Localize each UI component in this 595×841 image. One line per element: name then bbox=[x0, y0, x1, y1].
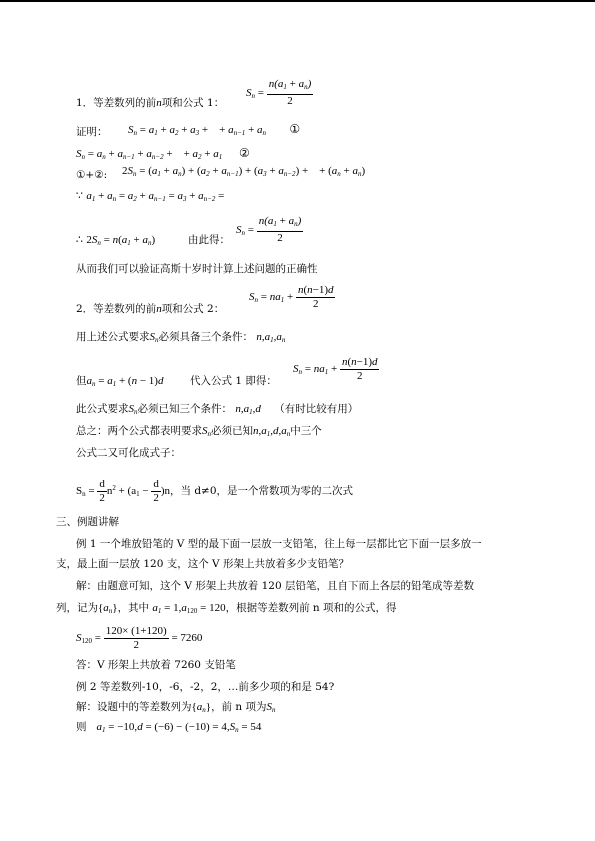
gauss-line: 从而我们可以验证高斯十岁时计算上述问题的正确性 bbox=[76, 263, 318, 275]
answer1: 答：V 形架上共放着 7260 支铅笔 bbox=[76, 659, 236, 671]
formula2-heading: 2．等差数列的前n项和公式 2： bbox=[76, 303, 225, 315]
example1-line1: 例 1 一个堆放铅笔的 V 型的最下面一层放一支铅笔，往上每一层都比它下面一层多放一 bbox=[76, 538, 482, 550]
an-substitution-line: 但$a_n = a_1 + (n - 1)d$ bbox=[76, 375, 164, 388]
example1-line2: 支，最上面一层放 120 支，这个 V 形架上共放着多少支铅笔？ bbox=[56, 558, 349, 570]
proof-add-label: ①+②: bbox=[76, 169, 108, 181]
summary-line: 总之：两个公式都表明要求$S_n$必须已知$n,a_1,d,a_n$中三个 bbox=[76, 425, 322, 438]
proof-result-formula: $S_n$ = $\frac{n(a_1 + a_n)}{2}$ bbox=[236, 215, 302, 244]
solution1-line1: 解：由题意可知，这个 V 形架上共放着 120 层铅笔，且自下而上各层的铅笔成等差数 bbox=[76, 580, 474, 592]
solution2-line1: 解：设题中的等差数列为$\{a_n\}$，前 n 项为$S_n$ bbox=[76, 701, 276, 714]
quadratic-intro: 公式二又可化成式子： bbox=[76, 447, 181, 459]
formula2-requirement: 用上述公式要求$S_n$必须具备三个条件： $n,a_1,a_n$ bbox=[76, 331, 286, 344]
proof-label: 证明： bbox=[76, 126, 108, 138]
formula1-heading: 1．等差数列的前n项和公式 1： bbox=[76, 97, 225, 109]
solution1-line2: 列，记为$\{a_n\}$，其中 $a_1 = 1,a_{120} = 120$，根据等差数列前 n 项和的公式，得 bbox=[56, 602, 397, 615]
formula2-conditions: 此公式要求$S_n$必须已知三个条件： $n,a_1,d$ （有时比较有用） bbox=[76, 403, 359, 416]
proof-eq1: $S_n = a_1 + a_2 + a_3$ + + $a_{n-1} + a_n$ ① bbox=[128, 122, 301, 137]
proof-eq2: $S_n = a_n + a_{n-1} + a_{n-2}$ + + $a_2 + a_1$ ② bbox=[76, 146, 250, 161]
formula1: $S_n$ = $\frac{n(a_1 + a_n)}{2}$ bbox=[246, 78, 312, 107]
s120-equation: $S_{120}$ = $\frac{120\times (1+120)}{2}$ = 7260 bbox=[76, 625, 203, 651]
proof-because-line: ∵ $a_1 + a_n = a_2 + a_{n-1} = a_3 + a_{n-2}$ = bbox=[76, 189, 225, 203]
proof-sum-eq: $2S_n = (a_1 + a_n) + (a_2 + a_{n-1}) + (a_3 + a_{n-2})$ + + $(a_n + a_n)$ bbox=[122, 165, 366, 178]
proof-therefore-line: ∴ $2S_n = n(a_1 + a_n)$ bbox=[76, 233, 156, 247]
quadratic-formula: $S_n$ = $\frac{d}{2}$ $n^2 + (a_1$ − $\frac{d}{2}$ )n，当 d≠0，是一个常数项为零的二次式 bbox=[76, 478, 354, 504]
section3-heading: 三、例题讲解 bbox=[56, 516, 119, 528]
solution2-line2: 则 $a_1 = -10,d = (-6) - (-10) = 4,S_n = 54$ bbox=[76, 721, 262, 734]
page-top-border bbox=[0, 0, 595, 2]
formula2: $S_n = na_1$ + $\frac{n(n-1)d}{2}$ bbox=[249, 284, 334, 310]
example2: 例 2 等差数列-10，-6，-2，2，…前多少项的和是 54? bbox=[76, 681, 335, 693]
proof-hence: 由此得： bbox=[188, 234, 230, 246]
formula2-derived: $S_n = na_1$ + $\frac{n(n-1)d}{2}$ bbox=[293, 356, 378, 382]
substitute-text: 代入公式 1 即得： bbox=[190, 375, 277, 387]
